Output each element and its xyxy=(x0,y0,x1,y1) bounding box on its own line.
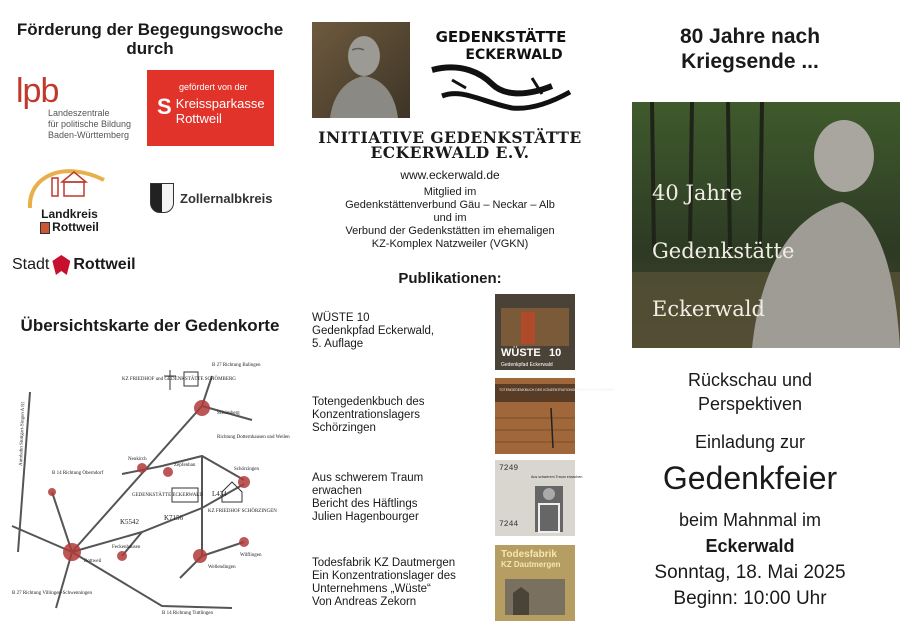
map-label-k5542: K5542 xyxy=(120,518,140,526)
svg-text:7249: 7249 xyxy=(499,464,519,473)
map-label-rottweil: Rottweil xyxy=(84,559,102,564)
shield-icon xyxy=(40,222,50,234)
cover-aus-schwerem-traum xyxy=(495,460,583,536)
map-road-wilflingen xyxy=(202,542,244,556)
map-label-schoerzingen: Schörzingen xyxy=(234,467,259,472)
sparkasse-s-icon: S xyxy=(157,94,172,119)
publication-item: Totengedenkbuch des Konzentrationslagers Schörzingen TOTENGEDENKBUCH DES KONZENTRATIONSLAGERS SCHÖRZINGEN xyxy=(312,378,592,456)
map-label-friedhof-schoerzingen: KZ FRIEDHOF SCHÖRZINGEN xyxy=(208,509,277,514)
map-node-schoemberg xyxy=(194,400,210,416)
einladung-text: Einladung zur xyxy=(694,432,806,452)
stadt-rottweil-logo xyxy=(12,252,152,278)
svg-text:WÜSTE: WÜSTE xyxy=(501,347,541,359)
zollernalb-name: Zollernalbkreis xyxy=(180,190,273,206)
membership-text: Mitglied im Gedenkstättenverbund Gäu – Neckar – Alb und im Verbund der Gedenkstätten im ehemaligen KZ-Komplex Natzweiler (VGKN) xyxy=(345,186,555,250)
zollernalb-shield-icon xyxy=(150,183,174,213)
map-node-wilflingen xyxy=(239,537,249,547)
initiative-title: INITIATIVE GEDENKSTÄTTE ECKERWALD E.V. xyxy=(318,128,582,162)
map-node-feckenhausen xyxy=(117,551,127,561)
landkreis-arc-icon xyxy=(24,160,114,212)
svg-text:Aus schwerem Traum erwachen: Aus schwerem Traum erwachen xyxy=(531,475,583,479)
lpb-logo xyxy=(16,74,136,144)
cover-totengedenkbuch xyxy=(495,378,614,454)
map-label-k7156: K7156 xyxy=(164,514,184,522)
map-label-l434: L434 xyxy=(212,490,227,498)
lpb-line2: für politische Bildung xyxy=(48,119,132,129)
stadt-prefix: Stadt xyxy=(12,256,50,273)
eagle-icon xyxy=(52,255,70,275)
zollernalb-logo xyxy=(150,180,280,216)
memorial-map xyxy=(12,356,290,616)
lpb-line1: Landeszentrale xyxy=(48,108,110,118)
stadt-name: Rottweil xyxy=(73,256,136,273)
cover-wueste-10 xyxy=(495,294,575,370)
map-label-gedenkstaette-eckerwald: GEDENKSTÄTTE ECKERWALD xyxy=(132,493,203,498)
logo-line1: GEDENKSTÄTTE xyxy=(435,28,567,46)
map-node-wellendingen xyxy=(193,549,207,563)
mahnmal-text: beim Mahnmal im xyxy=(678,510,822,530)
kreissparkasse-small: gefördert von der xyxy=(179,82,248,92)
landkreis-line2: Rottweil xyxy=(52,220,99,234)
map-node-b14 xyxy=(48,488,56,496)
photo-line1: 40 Jahre xyxy=(652,181,743,205)
photo-line2: Gedenkstätte xyxy=(652,239,795,263)
kreissparkasse-name1: Kreissparkasse xyxy=(175,96,265,111)
svg-text:7244: 7244 xyxy=(499,520,519,529)
map-label-richtung-dotternhausen: Richtung Dotternhausen und Weilen xyxy=(217,435,290,440)
location-text: Eckerwald xyxy=(705,536,795,556)
rueckschau-text: Rückschau und Perspektiven xyxy=(687,370,813,414)
map-label-feckenhausen: Feckenhausen xyxy=(112,545,141,550)
landkreis-line1: Landkreis xyxy=(41,207,98,221)
logo-line2: ECKERWALD xyxy=(465,47,563,63)
map-label-b27-bottom: B 27 Richtung Villingen-Schwenningen xyxy=(12,591,93,596)
landkreis-logo xyxy=(22,160,117,240)
map-label-autobahn: Autobahn Stuttgart-Singen A 81 xyxy=(19,401,27,467)
cover-todesfabrik xyxy=(495,545,575,621)
map-label-neukirch: Neukirch xyxy=(128,457,147,462)
kreissparkasse-logo xyxy=(147,70,274,146)
gedenkfeier-title: Gedenkfeier xyxy=(662,460,838,496)
svg-text:TOTENGEDENKBUCH DES KONZENTRAT: TOTENGEDENKBUCH DES KONZENTRATIONSLAGERS SCHÖRZINGEN xyxy=(499,388,614,392)
svg-text:10: 10 xyxy=(549,347,562,359)
publication-item: WÜSTE 10 Gedenkpfad Eckerwald, 5. Auflage WÜSTE 10 Gedenkpfad Eckerwald xyxy=(312,294,592,372)
sponsor-panel xyxy=(0,0,300,640)
svg-text:Gedenkpfad Eckerwald: Gedenkpfad Eckerwald xyxy=(501,362,553,368)
initiative-panel xyxy=(300,0,614,640)
map-road-b14-west xyxy=(52,492,72,552)
sponsor-heading: Förderung der Begegungswoche durch xyxy=(16,20,284,58)
map-label-wellendingen: Wellendingen xyxy=(208,565,236,570)
map-label-b14-bottom: B 14 Richtung Tuttlingen xyxy=(162,611,213,616)
map-label-wilflingen: Wilflingen xyxy=(240,553,262,558)
lpb-letters: lpb xyxy=(16,72,59,110)
map-label-friedhof-schoemberg: KZ FRIEDHOF und GEDENKSTÄTTE SCHÖMBERG xyxy=(122,377,236,382)
map-node-neukirch xyxy=(137,463,147,473)
publications-heading: Publikationen: xyxy=(398,270,502,287)
forest-memorial-photo xyxy=(632,102,900,348)
svg-text:Todesfabrik: Todesfabrik xyxy=(501,549,557,560)
map-label-schoemberg: Schömberg xyxy=(217,411,240,416)
map-node-zepfenhan xyxy=(163,467,173,477)
sculpture-photo xyxy=(312,22,410,118)
gedenkstaette-logo xyxy=(422,22,580,118)
map-label-b14-left: B 14 Richtung Oberndorf xyxy=(52,471,104,476)
website-link[interactable]: www.eckerwald.de xyxy=(400,168,500,182)
event-date: Sonntag, 18. Mai 2025 xyxy=(654,562,846,583)
event-title: 80 Jahre nach Kriegsende ... xyxy=(679,25,821,73)
event-panel xyxy=(600,0,900,640)
kreissparkasse-name2: Rottweil xyxy=(175,111,222,126)
lpb-line3: Baden-Württemberg xyxy=(48,130,130,140)
publication-item: Todesfabrik KZ Dautmergen Ein Konzentrationslager des Unternehmens „Wüste“ Von Andreas Zekorn Todesfabrik KZ Dautmergen xyxy=(312,545,592,623)
map-label-zepfenhan: Zepfenhan xyxy=(174,463,196,468)
map-node-rottweil xyxy=(63,543,81,561)
publication-item: Aus schwerem Traum erwachen Bericht des Häftlings Julien Hagenbourger 7249 7244 Aus schwerem Traum erwachen xyxy=(312,460,592,538)
svg-text:KZ Dautmergen: KZ Dautmergen xyxy=(501,560,561,569)
map-label-b27-top: B 27 Richtung Balingen xyxy=(212,363,261,368)
map-node-schoerzingen xyxy=(238,476,250,488)
event-start-time: Beginn: 10:00 Uhr xyxy=(673,588,827,609)
map-heading: Übersichtskarte der Gedenkorte xyxy=(20,316,280,335)
photo-line3: Eckerwald xyxy=(652,297,765,321)
